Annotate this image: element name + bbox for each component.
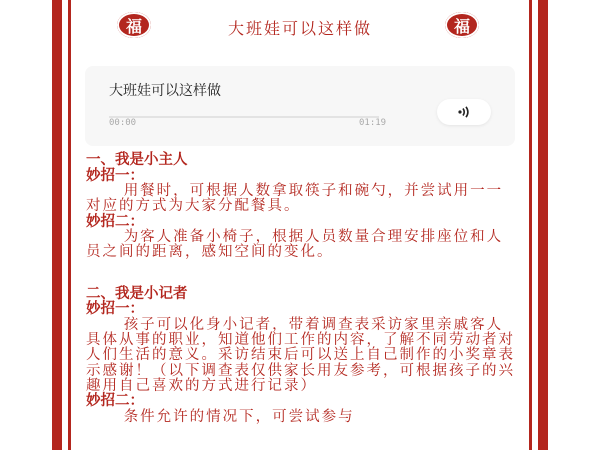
play-button[interactable] xyxy=(437,99,491,125)
sound-wave-icon xyxy=(456,106,472,118)
right-border-outer xyxy=(538,0,548,450)
left-border-outer xyxy=(52,0,62,450)
tip-text: 为客人准备小椅子，根据人员数量合理安排座位和人员之间的距离，感知空间的变化。 xyxy=(86,229,504,261)
tip-label: 妙招一： xyxy=(86,167,144,184)
audio-player[interactable] xyxy=(85,66,515,146)
section-title: 一、我是小主人 xyxy=(86,152,188,168)
header-title: 大班娃可以这样做 xyxy=(227,19,372,38)
right-border-inner xyxy=(529,0,532,450)
tip-text: 孩子可以化身小记者，带着调查表采访家里亲戚客人具体从事的职业，知道他们工作的内容，了解不同劳动者对人们生活的意义。采访结束后可以送上自己制作的小奖章表示感谢！（以下调查表仅供家长用友参考，可根据孩子的兴趣用自己喜欢的方式进行记录） xyxy=(86,316,515,394)
fu-seal-icon xyxy=(445,12,479,38)
tip-label: 妙招二： xyxy=(86,213,144,230)
fu-seal-char: 福 xyxy=(453,16,470,36)
audio-time-end: 01:19 xyxy=(359,118,387,128)
audio-progress-track[interactable] xyxy=(109,116,379,118)
article-body xyxy=(86,153,518,425)
tip-text: 条件允许的情况下，可尝试参与 xyxy=(123,408,355,425)
fu-seal-icon xyxy=(117,12,151,38)
article-header xyxy=(0,8,600,44)
tip-text: 用餐时，可根据人数拿取筷子和碗勺，并尝试用一一对应的方式为大家分配餐具。 xyxy=(86,183,504,215)
tip-label: 妙招二： xyxy=(86,393,144,410)
fu-seal-char: 福 xyxy=(125,16,142,36)
audio-time-start: 00:00 xyxy=(109,118,137,128)
section-title: 二、我是小记者 xyxy=(86,285,188,302)
audio-title: 大班娃可以这样做 xyxy=(109,83,221,99)
left-border-inner xyxy=(68,0,71,450)
tip-label: 妙招一： xyxy=(86,301,144,318)
